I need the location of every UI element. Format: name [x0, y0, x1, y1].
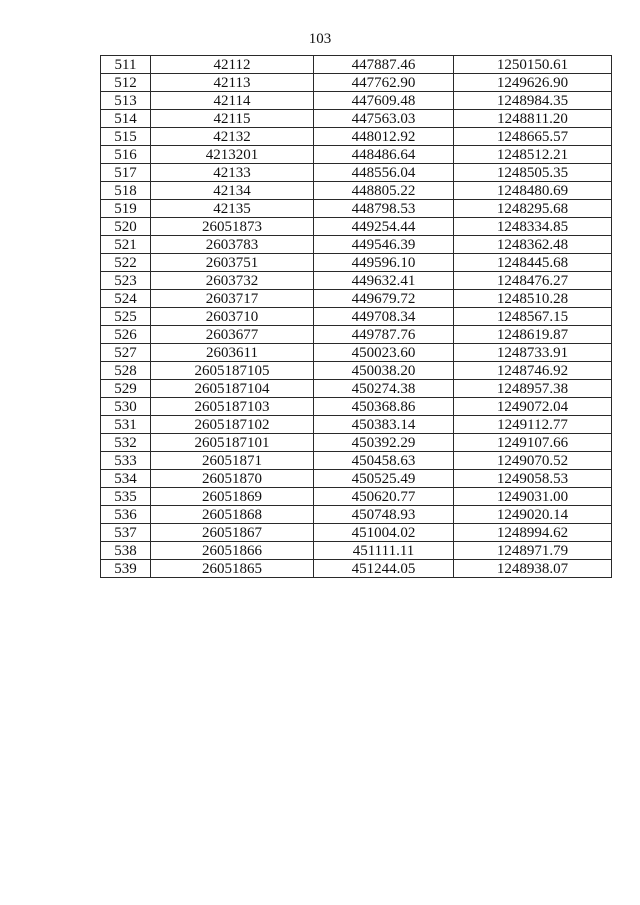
- table-row: [101, 434, 612, 452]
- row-number-cell: 515: [101, 128, 151, 146]
- y-coordinate-cell: 1248505.35: [454, 164, 612, 182]
- point-id-cell: 26051868: [151, 506, 314, 524]
- x-coordinate-cell: 450620.77: [314, 488, 454, 506]
- point-id-cell: 42135: [151, 200, 314, 218]
- row-number-cell: 519: [101, 200, 151, 218]
- row-number-cell: 526: [101, 326, 151, 344]
- point-id-cell: 2605187105: [151, 362, 314, 380]
- x-coordinate-cell: 448556.04: [314, 164, 454, 182]
- table-row: [101, 506, 612, 524]
- table-row: [101, 56, 612, 74]
- y-coordinate-cell: 1249107.66: [454, 434, 612, 452]
- point-id-cell: 2603732: [151, 272, 314, 290]
- point-id-cell: 4213201: [151, 146, 314, 164]
- point-id-cell: 2605187101: [151, 434, 314, 452]
- x-coordinate-cell: 448486.64: [314, 146, 454, 164]
- table-row: [101, 488, 612, 506]
- row-number-cell: 539: [101, 560, 151, 578]
- x-coordinate-cell: 450368.86: [314, 398, 454, 416]
- y-coordinate-cell: 1248510.28: [454, 290, 612, 308]
- x-coordinate-cell: 450274.38: [314, 380, 454, 398]
- point-id-cell: 2603677: [151, 326, 314, 344]
- y-coordinate-cell: 1248362.48: [454, 236, 612, 254]
- x-coordinate-cell: 449254.44: [314, 218, 454, 236]
- row-number-cell: 536: [101, 506, 151, 524]
- y-coordinate-cell: 1250150.61: [454, 56, 612, 74]
- y-coordinate-cell: 1249626.90: [454, 74, 612, 92]
- table-row: [101, 218, 612, 236]
- x-coordinate-cell: 451004.02: [314, 524, 454, 542]
- x-coordinate-cell: 449679.72: [314, 290, 454, 308]
- row-number-cell: 513: [101, 92, 151, 110]
- y-coordinate-cell: 1248480.69: [454, 182, 612, 200]
- x-coordinate-cell: 447762.90: [314, 74, 454, 92]
- table-row: [101, 524, 612, 542]
- point-id-cell: 26051870: [151, 470, 314, 488]
- y-coordinate-cell: 1249072.04: [454, 398, 612, 416]
- row-number-cell: 524: [101, 290, 151, 308]
- table-row: [101, 200, 612, 218]
- table-row: [101, 254, 612, 272]
- x-coordinate-cell: 450392.29: [314, 434, 454, 452]
- x-coordinate-cell: 449632.41: [314, 272, 454, 290]
- point-id-cell: 26051865: [151, 560, 314, 578]
- coordinates-table: [100, 55, 612, 578]
- x-coordinate-cell: 449546.39: [314, 236, 454, 254]
- table-row: [101, 560, 612, 578]
- row-number-cell: 530: [101, 398, 151, 416]
- point-id-cell: 42114: [151, 92, 314, 110]
- table-body: [101, 56, 612, 578]
- y-coordinate-cell: 1248811.20: [454, 110, 612, 128]
- y-coordinate-cell: 1249020.14: [454, 506, 612, 524]
- table-row: [101, 308, 612, 326]
- point-id-cell: 26051873: [151, 218, 314, 236]
- y-coordinate-cell: 1249031.00: [454, 488, 612, 506]
- row-number-cell: 518: [101, 182, 151, 200]
- table-row: [101, 146, 612, 164]
- y-coordinate-cell: 1248619.87: [454, 326, 612, 344]
- x-coordinate-cell: 448798.53: [314, 200, 454, 218]
- y-coordinate-cell: 1248445.68: [454, 254, 612, 272]
- row-number-cell: 516: [101, 146, 151, 164]
- row-number-cell: 534: [101, 470, 151, 488]
- y-coordinate-cell: 1248733.91: [454, 344, 612, 362]
- table-row: [101, 452, 612, 470]
- table-row: [101, 470, 612, 488]
- row-number-cell: 532: [101, 434, 151, 452]
- point-id-cell: 26051867: [151, 524, 314, 542]
- point-id-cell: 42115: [151, 110, 314, 128]
- page-number: 103: [308, 31, 332, 47]
- point-id-cell: 42132: [151, 128, 314, 146]
- point-id-cell: 2603783: [151, 236, 314, 254]
- point-id-cell: 2605187102: [151, 416, 314, 434]
- y-coordinate-cell: 1248938.07: [454, 560, 612, 578]
- table-row: [101, 92, 612, 110]
- row-number-cell: 529: [101, 380, 151, 398]
- table-row: [101, 398, 612, 416]
- table-row: [101, 272, 612, 290]
- y-coordinate-cell: 1248984.35: [454, 92, 612, 110]
- point-id-cell: 26051866: [151, 542, 314, 560]
- x-coordinate-cell: 450383.14: [314, 416, 454, 434]
- table-row: [101, 236, 612, 254]
- x-coordinate-cell: 451111.11: [314, 542, 454, 560]
- y-coordinate-cell: 1248957.38: [454, 380, 612, 398]
- x-coordinate-cell: 448805.22: [314, 182, 454, 200]
- x-coordinate-cell: 450458.63: [314, 452, 454, 470]
- point-id-cell: 26051869: [151, 488, 314, 506]
- table-row: [101, 290, 612, 308]
- point-id-cell: 42112: [151, 56, 314, 74]
- row-number-cell: 531: [101, 416, 151, 434]
- point-id-cell: 26051871: [151, 452, 314, 470]
- x-coordinate-cell: 450525.49: [314, 470, 454, 488]
- table-row: [101, 128, 612, 146]
- table-row: [101, 380, 612, 398]
- y-coordinate-cell: 1248295.68: [454, 200, 612, 218]
- point-id-cell: 2603717: [151, 290, 314, 308]
- x-coordinate-cell: 450748.93: [314, 506, 454, 524]
- point-id-cell: 2603710: [151, 308, 314, 326]
- row-number-cell: 521: [101, 236, 151, 254]
- table-row: [101, 182, 612, 200]
- row-number-cell: 522: [101, 254, 151, 272]
- table-row: [101, 416, 612, 434]
- row-number-cell: 528: [101, 362, 151, 380]
- x-coordinate-cell: 447609.48: [314, 92, 454, 110]
- y-coordinate-cell: 1249058.53: [454, 470, 612, 488]
- row-number-cell: 535: [101, 488, 151, 506]
- y-coordinate-cell: 1248665.57: [454, 128, 612, 146]
- row-number-cell: 511: [101, 56, 151, 74]
- point-id-cell: 2605187103: [151, 398, 314, 416]
- table-row: [101, 110, 612, 128]
- point-id-cell: 42113: [151, 74, 314, 92]
- x-coordinate-cell: 447887.46: [314, 56, 454, 74]
- point-id-cell: 42133: [151, 164, 314, 182]
- x-coordinate-cell: 447563.03: [314, 110, 454, 128]
- y-coordinate-cell: 1248994.62: [454, 524, 612, 542]
- row-number-cell: 525: [101, 308, 151, 326]
- row-number-cell: 517: [101, 164, 151, 182]
- row-number-cell: 523: [101, 272, 151, 290]
- x-coordinate-cell: 449708.34: [314, 308, 454, 326]
- row-number-cell: 527: [101, 344, 151, 362]
- row-number-cell: 538: [101, 542, 151, 560]
- table-row: [101, 74, 612, 92]
- point-id-cell: 42134: [151, 182, 314, 200]
- row-number-cell: 512: [101, 74, 151, 92]
- row-number-cell: 537: [101, 524, 151, 542]
- x-coordinate-cell: 448012.92: [314, 128, 454, 146]
- y-coordinate-cell: 1249112.77: [454, 416, 612, 434]
- table-row: [101, 164, 612, 182]
- row-number-cell: 533: [101, 452, 151, 470]
- table-row: [101, 542, 612, 560]
- x-coordinate-cell: 449787.76: [314, 326, 454, 344]
- point-id-cell: 2603611: [151, 344, 314, 362]
- table-row: [101, 326, 612, 344]
- y-coordinate-cell: 1248334.85: [454, 218, 612, 236]
- x-coordinate-cell: 450038.20: [314, 362, 454, 380]
- table-row: [101, 344, 612, 362]
- x-coordinate-cell: 449596.10: [314, 254, 454, 272]
- y-coordinate-cell: 1248746.92: [454, 362, 612, 380]
- y-coordinate-cell: 1248512.21: [454, 146, 612, 164]
- x-coordinate-cell: 450023.60: [314, 344, 454, 362]
- table-row: [101, 362, 612, 380]
- y-coordinate-cell: 1249070.52: [454, 452, 612, 470]
- point-id-cell: 2605187104: [151, 380, 314, 398]
- x-coordinate-cell: 451244.05: [314, 560, 454, 578]
- y-coordinate-cell: 1248567.15: [454, 308, 612, 326]
- y-coordinate-cell: 1248476.27: [454, 272, 612, 290]
- row-number-cell: 514: [101, 110, 151, 128]
- y-coordinate-cell: 1248971.79: [454, 542, 612, 560]
- row-number-cell: 520: [101, 218, 151, 236]
- point-id-cell: 2603751: [151, 254, 314, 272]
